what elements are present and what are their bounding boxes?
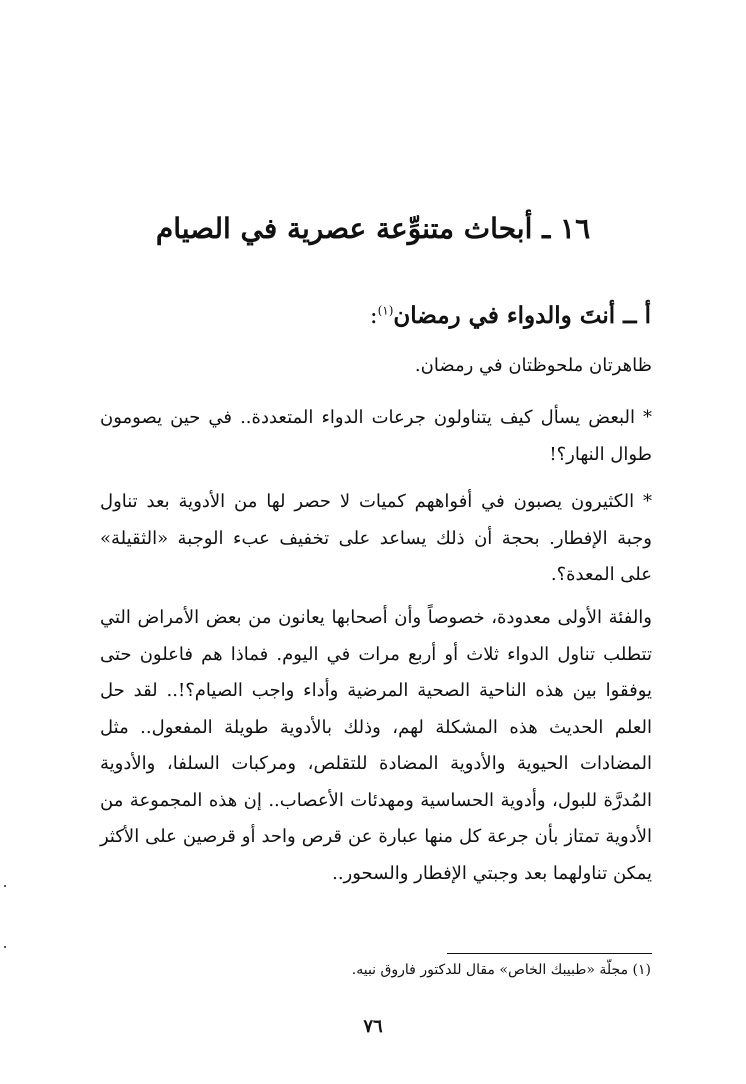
footnote: (١) مجلّة «طبيبك الخاص» مقال للدكتور فاروق نبيه. xyxy=(351,962,651,978)
paragraph-2: * البعض يسأل كيف يتناولون جرعات الدواء المتعددة.. في حين يصومون طوال النهار؟! xyxy=(100,407,652,465)
section-heading xyxy=(370,302,651,329)
section-heading-text: أ ــ أنتَ والدواء في رمضان xyxy=(393,302,651,329)
page-number: ٧٦ xyxy=(363,1016,383,1037)
margin-speck xyxy=(4,885,6,887)
chapter-title: ١٦ ـ أبحاث متنوِّعة عصرية في الصيام xyxy=(155,212,591,245)
footnote-divider xyxy=(447,953,652,954)
paragraph-3: * الكثيرون يصبون في أفواههم كميات لا حصر لها من الأدوية بعد تناول وجبة الإفطار. بحجة أن ذلك يساعد على تخفيف عبء الوجبة «الثقيلة» على المعدة؟. xyxy=(100,491,652,585)
paragraph-1: ظاهرتان ملحوظتان في رمضان. xyxy=(414,355,652,376)
paragraph-4: والفئة الأولى معدودة، خصوصاً وأن أصحابها يعانون من بعض الأمراض التي تتطلب تناول الدواء ثلاث أو أربع مرات في اليوم. فماذا هم فاعلون حتى يوفقوا بين هذه الناحية الصحية المرضية وأداء واجب الصيام؟!.. لقد حل العلم الحديث هذه المشكلة لهم، وذلك بالأدوية طويلة المفعول.. مثل المضادات الحيوية والأدوية المضادة للتقلص، ومركبات السلفا، والأدوية المُدرَّة للبول، وأدوية الحساسية ومهدئات الأعصاب.. إن هذه المجموعة من الأدوية تمتاز بأن جرعة كل منها عبارة عن قرص واحد أو قرصين على الأكثر يمكن تناولهما بعد وجبتي الإفطار والسحور.. xyxy=(100,607,652,884)
heading-colon: : xyxy=(369,303,378,329)
margin-speck xyxy=(4,946,6,948)
footnote-marker[interactable]: (١) xyxy=(377,303,394,318)
